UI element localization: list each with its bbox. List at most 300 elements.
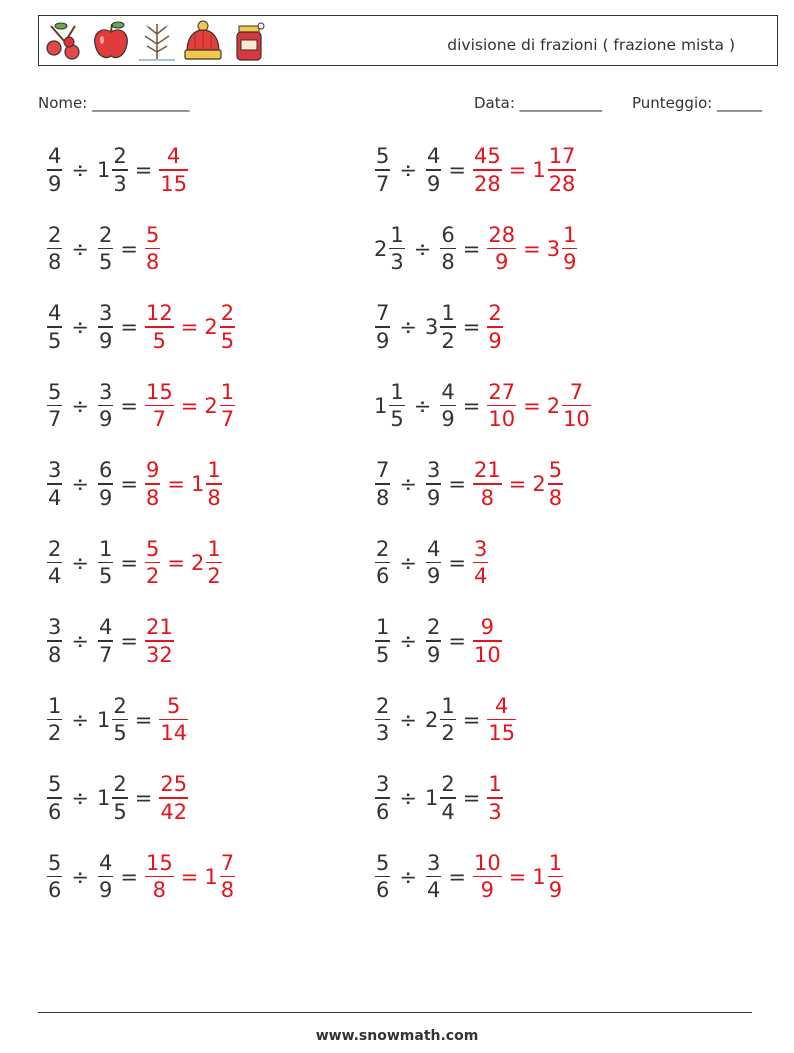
numerator: 1 — [48, 693, 62, 718]
problem-14 — [374, 609, 503, 673]
problem-5 — [46, 295, 236, 359]
mixed-number — [425, 772, 457, 824]
numerator: 12 — [145, 301, 173, 326]
equals-sign: = — [180, 393, 199, 418]
answer — [486, 772, 503, 824]
answer — [486, 223, 578, 275]
problem-15 — [46, 688, 189, 752]
mixed-number — [46, 537, 63, 589]
denominator: 8 — [220, 878, 235, 903]
fraction-bar — [220, 405, 235, 407]
numerator: 15 — [145, 850, 173, 875]
numerator: 1 — [563, 222, 577, 247]
problem-10 — [374, 452, 564, 516]
fraction-bar — [145, 640, 174, 642]
denominator: 4 — [48, 564, 62, 589]
mixed-number — [97, 223, 114, 275]
fraction-bar — [98, 326, 113, 328]
problem-7 — [46, 374, 236, 438]
denominator: 15 — [488, 721, 516, 746]
fraction — [473, 537, 488, 589]
numerator: 3 — [48, 615, 62, 640]
mixed-number — [425, 458, 442, 510]
denominator: 5 — [98, 564, 113, 589]
mixed-number — [439, 223, 456, 275]
fraction — [548, 144, 577, 196]
fraction-bar — [473, 876, 502, 878]
denominator: 9 — [563, 250, 577, 275]
mixed-number — [144, 615, 175, 667]
fraction — [145, 301, 174, 353]
fraction-bar — [548, 169, 577, 171]
numerator: 2 — [48, 536, 62, 561]
fraction — [47, 223, 62, 275]
fraction-bar — [220, 326, 235, 328]
equals-sign: = — [167, 472, 185, 496]
divide-sign: ÷ — [399, 550, 417, 575]
fraction — [487, 301, 502, 353]
denominator: 9 — [98, 485, 113, 510]
mixed-number — [46, 694, 63, 746]
denominator: 2 — [207, 564, 221, 589]
numerator: 1 — [390, 222, 404, 247]
denominator: 28 — [473, 171, 501, 196]
numerator: 1 — [207, 536, 221, 561]
cherries-icon — [45, 20, 85, 62]
numerator: 2 — [376, 536, 390, 561]
fraction-bar — [548, 483, 563, 485]
mixed-number — [486, 772, 503, 824]
numerator: 5 — [167, 693, 181, 718]
denominator: 8 — [145, 250, 160, 275]
fraction — [98, 458, 113, 510]
denominator: 8 — [376, 485, 390, 510]
numerator: 28 — [488, 222, 516, 247]
fraction — [487, 223, 516, 275]
whole-part: 1 — [532, 158, 546, 182]
denominator: 9 — [495, 250, 509, 275]
fraction — [112, 144, 127, 196]
mixed-number — [144, 458, 161, 510]
numerator: 45 — [473, 144, 501, 169]
fraction — [389, 380, 404, 432]
fraction-bar — [375, 719, 390, 721]
fraction-bar — [47, 326, 62, 328]
mixed-number — [144, 223, 161, 275]
denominator: 5 — [113, 799, 127, 824]
mixed-number — [191, 458, 223, 510]
fraction-bar — [159, 797, 188, 799]
equals-sign: = — [462, 786, 481, 810]
fraction — [98, 615, 113, 667]
fraction-bar — [98, 640, 113, 642]
numerator: 1 — [220, 379, 235, 404]
fraction — [375, 694, 390, 746]
equals-sign: = — [134, 786, 153, 810]
equals-sign: = — [180, 864, 199, 889]
numerator: 4 — [98, 615, 113, 640]
problem-16 — [374, 688, 517, 752]
fraction — [473, 144, 502, 196]
mixed-number — [204, 380, 236, 432]
divide-sign: ÷ — [399, 158, 417, 182]
answer — [158, 772, 189, 824]
fraction-bar — [145, 405, 174, 407]
mixed-number — [472, 144, 503, 196]
fraction — [440, 380, 455, 432]
mixed-number — [144, 851, 175, 903]
problem-9 — [46, 452, 223, 516]
fraction-bar — [47, 248, 62, 250]
fraction — [487, 694, 516, 746]
fraction-bar — [426, 483, 441, 485]
numerator: 1 — [376, 615, 390, 640]
mixed-number — [204, 301, 236, 353]
denominator: 9 — [488, 328, 502, 353]
apple-icon — [91, 20, 131, 62]
equals-sign: = — [120, 393, 138, 418]
fraction-bar — [375, 483, 390, 485]
denominator: 14 — [160, 721, 188, 746]
fraction-bar — [112, 169, 127, 171]
mixed-number — [204, 851, 236, 903]
denominator: 4 — [426, 878, 441, 903]
mixed-number — [97, 301, 114, 353]
fraction — [47, 301, 62, 353]
fraction-bar — [145, 248, 160, 250]
mixed-number — [97, 851, 114, 903]
fraction-bar — [426, 640, 441, 642]
fraction-bar — [98, 876, 113, 878]
whole-part: 1 — [190, 472, 205, 496]
divide-sign: ÷ — [71, 315, 89, 339]
fraction — [220, 851, 235, 903]
fraction — [548, 458, 563, 510]
divide-sign: ÷ — [71, 472, 89, 496]
equals-sign: = — [462, 315, 481, 339]
fraction — [145, 223, 160, 275]
fraction — [145, 851, 174, 903]
fraction-bar — [487, 326, 502, 328]
fraction — [206, 458, 221, 510]
denominator: 15 — [160, 171, 188, 196]
fraction-bar — [98, 483, 113, 485]
fraction — [426, 851, 441, 903]
numerator: 15 — [145, 379, 173, 404]
denominator: 9 — [98, 328, 113, 353]
numerator: 5 — [145, 536, 160, 561]
mixed-number — [374, 458, 391, 510]
fraction — [98, 223, 113, 275]
mixed-number — [374, 144, 391, 196]
numerator: 5 — [548, 458, 563, 483]
fraction — [440, 301, 455, 353]
mixed-number — [97, 694, 129, 746]
divide-sign: ÷ — [399, 707, 417, 732]
denominator: 7 — [376, 171, 390, 196]
fraction-bar — [375, 797, 390, 799]
numerator: 3 — [426, 850, 441, 875]
date-field: Data: ___________ — [474, 94, 603, 112]
numerator: 17 — [548, 144, 576, 169]
numerator: 5 — [48, 850, 62, 875]
fraction — [47, 694, 62, 746]
denominator: 8 — [480, 485, 495, 510]
denominator: 42 — [160, 799, 188, 824]
fraction-bar — [47, 797, 62, 799]
name-field: Nome: _____________ — [38, 94, 190, 112]
fraction — [440, 694, 455, 746]
answer — [144, 458, 223, 510]
fraction — [206, 537, 221, 589]
fraction-bar — [375, 562, 390, 564]
whole-part: 2 — [374, 236, 388, 261]
numerator: 3 — [98, 379, 113, 404]
fraction — [47, 615, 62, 667]
fraction — [473, 458, 502, 510]
mixed-number — [46, 380, 63, 432]
problem-12 — [374, 531, 489, 595]
mixed-number — [46, 301, 63, 353]
equals-sign: = — [508, 158, 527, 182]
numerator: 7 — [376, 458, 390, 483]
denominator: 6 — [48, 799, 62, 824]
fraction — [548, 851, 563, 903]
mixed-number — [547, 223, 579, 275]
divide-sign: ÷ — [399, 315, 417, 339]
fraction-bar — [47, 640, 62, 642]
fraction-bar — [112, 797, 127, 799]
numerator: 5 — [376, 850, 390, 875]
denominator: 8 — [207, 485, 221, 510]
fraction-bar — [440, 326, 455, 328]
mixed-number — [158, 144, 189, 196]
numerator: 2 — [48, 222, 62, 247]
fraction-bar — [145, 483, 160, 485]
answer — [472, 458, 564, 510]
denominator: 9 — [548, 878, 563, 903]
numerator: 4 — [48, 301, 62, 326]
denominator: 7 — [152, 407, 167, 432]
denominator: 5 — [390, 407, 404, 432]
divide-sign: ÷ — [413, 236, 432, 261]
fraction — [473, 851, 502, 903]
equals-sign: = — [120, 629, 138, 653]
answer — [144, 380, 236, 432]
denominator: 3 — [376, 721, 390, 746]
fraction-bar — [47, 719, 62, 721]
mixed-number — [46, 144, 63, 196]
fraction — [426, 615, 441, 667]
problem-2 — [374, 138, 577, 202]
numerator: 4 — [98, 850, 113, 875]
fraction-bar — [47, 483, 62, 485]
mixed-number — [144, 301, 175, 353]
fraction — [487, 380, 516, 432]
equals-sign: = — [462, 707, 481, 732]
answer — [144, 301, 236, 353]
header-icons — [45, 20, 269, 62]
numerator: 9 — [480, 615, 495, 640]
answer — [472, 615, 503, 667]
snowy-branch-icon — [137, 20, 177, 62]
mixed-number — [439, 380, 456, 432]
denominator: 3 — [113, 171, 127, 196]
mixed-number — [144, 380, 175, 432]
mixed-number — [547, 380, 592, 432]
problem-19 — [46, 845, 236, 909]
footer-url: www.snowmath.com — [315, 1028, 479, 1044]
denominator: 10 — [473, 642, 501, 667]
mixed-number — [425, 537, 442, 589]
numerator: 5 — [145, 222, 160, 247]
mixed-number — [425, 694, 457, 746]
divide-sign: ÷ — [71, 393, 89, 418]
jam-jar-icon — [229, 20, 269, 62]
denominator: 6 — [48, 878, 62, 903]
denominator: 5 — [152, 328, 167, 353]
mixed-number — [97, 458, 114, 510]
fraction-bar — [220, 876, 235, 878]
answer — [486, 301, 503, 353]
fraction — [47, 144, 62, 196]
problem-13 — [46, 609, 175, 673]
mixed-number — [97, 615, 114, 667]
fraction — [159, 694, 188, 746]
problem-3 — [46, 217, 161, 281]
mixed-number — [374, 223, 406, 275]
equals-sign: = — [508, 864, 527, 889]
mixed-number — [486, 380, 517, 432]
equals-sign: = — [462, 393, 481, 418]
problem-6 — [374, 295, 504, 359]
divide-sign: ÷ — [71, 158, 89, 182]
mixed-number — [486, 694, 517, 746]
answer — [472, 851, 564, 903]
numerator: 4 — [48, 144, 62, 169]
fraction — [562, 380, 591, 432]
numerator: 1 — [548, 850, 563, 875]
whole-part: 1 — [204, 864, 218, 889]
mixed-number — [97, 772, 129, 824]
fraction-bar — [112, 719, 127, 721]
worksheet-title: divisione di frazioni ( frazione mista ) — [447, 36, 735, 54]
fraction-bar — [548, 876, 563, 878]
fraction-bar — [426, 562, 441, 564]
answer — [486, 380, 591, 432]
numerator: 3 — [473, 536, 488, 561]
denominator: 7 — [48, 407, 62, 432]
numerator: 3 — [48, 458, 62, 483]
mixed-number — [97, 380, 114, 432]
mixed-number — [425, 615, 442, 667]
fraction-bar — [375, 876, 390, 878]
numerator: 4 — [426, 536, 441, 561]
fraction-bar — [375, 326, 390, 328]
numerator: 2 — [113, 772, 127, 797]
footer-divider — [38, 1012, 752, 1013]
equals-sign: = — [508, 472, 527, 496]
fraction — [47, 851, 62, 903]
fraction-bar — [159, 169, 188, 171]
fraction — [220, 380, 235, 432]
mixed-number — [472, 851, 503, 903]
fraction-bar — [159, 719, 188, 721]
fraction-bar — [389, 405, 404, 407]
denominator: 9 — [426, 642, 441, 667]
fraction — [375, 537, 390, 589]
problem-20 — [374, 845, 564, 909]
denominator: 6 — [376, 799, 390, 824]
mixed-number — [158, 772, 189, 824]
denominator: 9 — [441, 407, 455, 432]
fraction-bar — [487, 405, 516, 407]
numerator: 1 — [390, 379, 404, 404]
denominator: 8 — [548, 485, 563, 510]
numerator: 7 — [220, 850, 235, 875]
fraction — [145, 537, 160, 589]
problem-4 — [374, 217, 578, 281]
numerator: 7 — [376, 301, 390, 326]
divide-sign: ÷ — [71, 629, 89, 653]
fraction — [473, 615, 502, 667]
fraction-bar — [47, 562, 62, 564]
mixed-number — [191, 537, 223, 589]
mixed-number — [97, 537, 114, 589]
fraction-bar — [426, 169, 441, 171]
denominator: 5 — [98, 250, 113, 275]
whole-part: 2 — [204, 315, 218, 339]
divide-sign: ÷ — [413, 393, 432, 418]
equals-sign: = — [134, 707, 153, 732]
mixed-number — [374, 851, 391, 903]
fraction-bar — [562, 248, 577, 250]
answer — [144, 537, 223, 589]
denominator: 8 — [48, 250, 62, 275]
denominator: 9 — [426, 564, 441, 589]
denominator: 32 — [145, 642, 173, 667]
answer — [486, 694, 517, 746]
problem-17 — [46, 766, 189, 830]
denominator: 9 — [376, 328, 390, 353]
mixed-number — [472, 537, 489, 589]
whole-part: 1 — [96, 786, 111, 810]
fraction — [426, 144, 441, 196]
denominator: 7 — [98, 642, 113, 667]
numerator: 2 — [113, 693, 127, 718]
numerator: 4 — [495, 693, 509, 718]
divide-sign: ÷ — [399, 472, 417, 496]
fraction-bar — [145, 326, 174, 328]
equals-sign: = — [448, 550, 466, 575]
denominator: 2 — [441, 721, 455, 746]
whole-part: 2 — [424, 707, 439, 732]
fraction-bar — [145, 562, 160, 564]
whole-part: 1 — [424, 786, 439, 810]
fraction-bar — [47, 405, 62, 407]
mixed-number — [374, 301, 391, 353]
mixed-number — [374, 694, 391, 746]
equals-sign: = — [120, 550, 138, 575]
denominator: 2 — [441, 328, 455, 353]
fraction-bar — [473, 169, 502, 171]
mixed-number — [472, 615, 503, 667]
numerator: 4 — [426, 144, 441, 169]
numerator: 4 — [441, 379, 455, 404]
answer — [144, 615, 175, 667]
mixed-number — [486, 223, 517, 275]
mixed-number — [158, 694, 189, 746]
